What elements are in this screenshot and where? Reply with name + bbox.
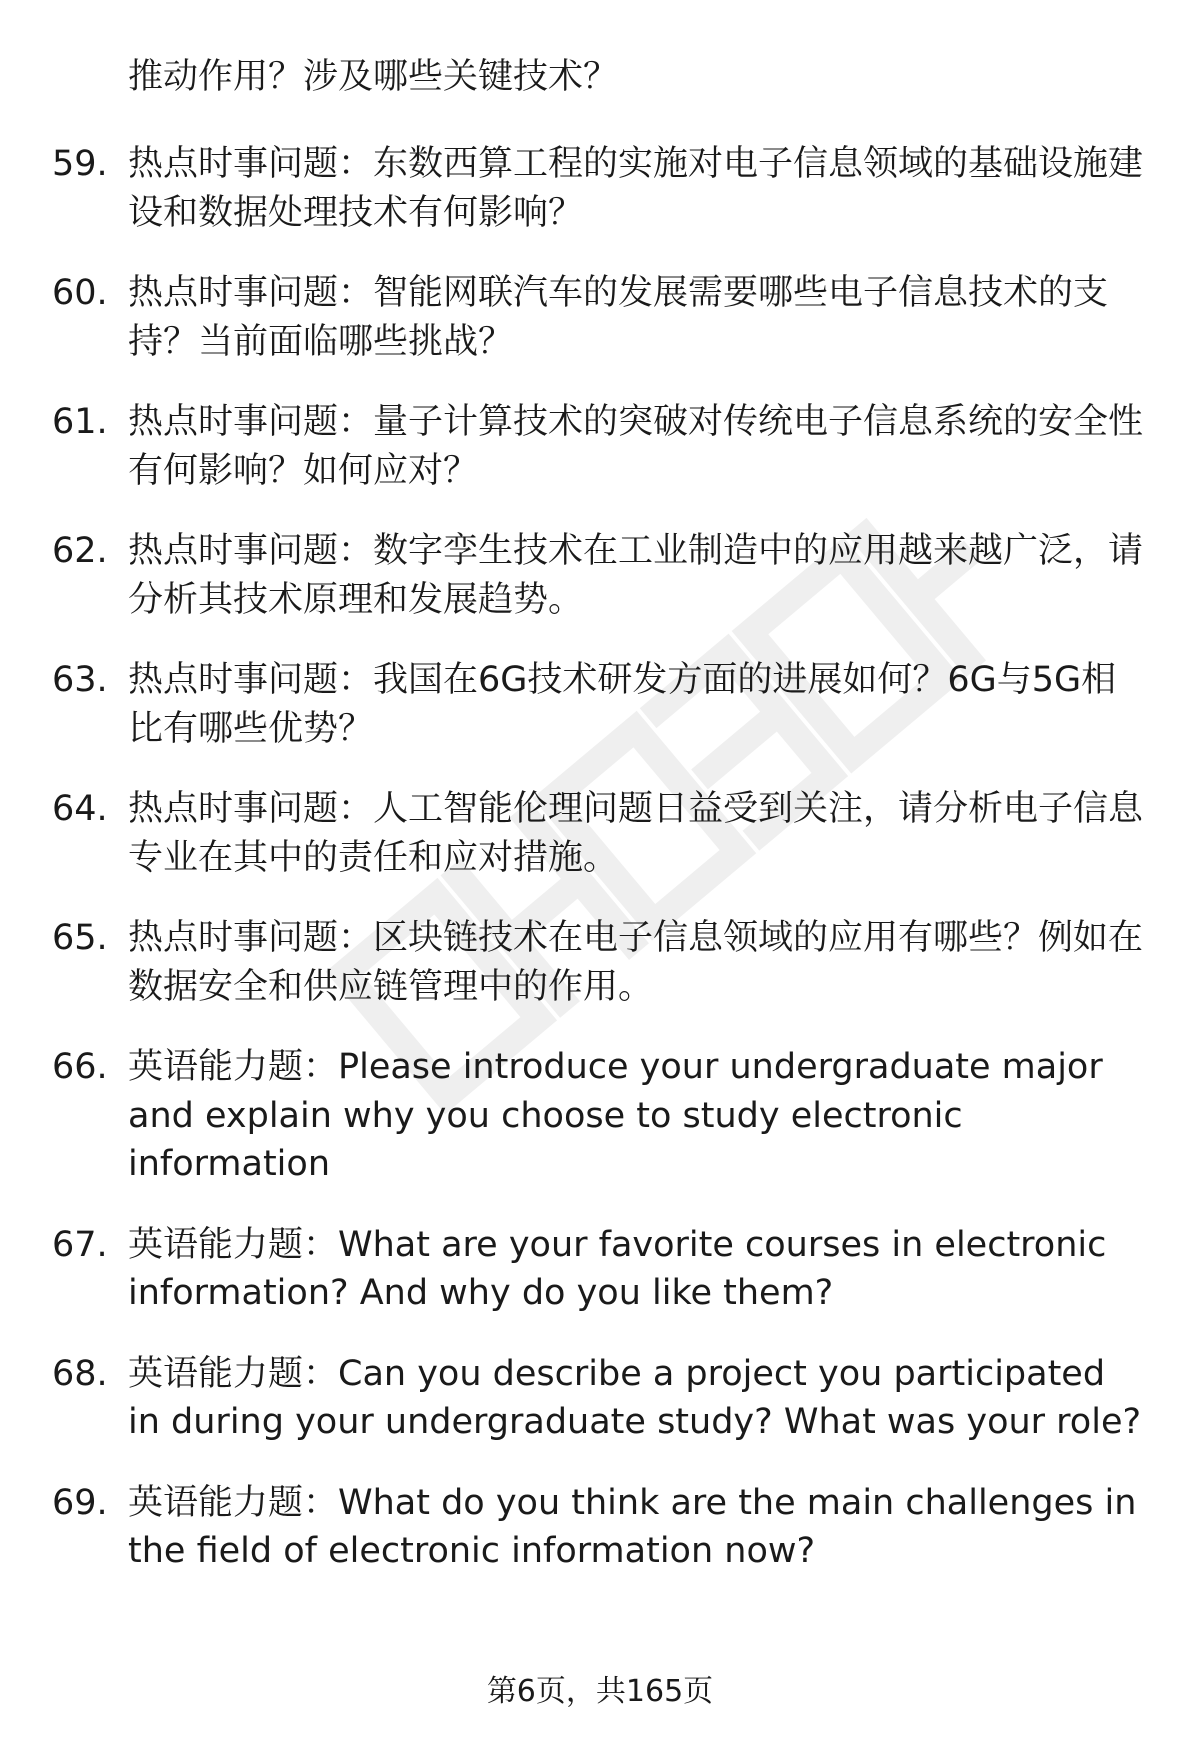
question-item-62: [0, 527, 1200, 624]
question-number: 66.: [52, 1047, 108, 1087]
question-text: 热点时事问题：智能网联汽车的发展需要哪些电子信息技术的支持？当前面临哪些挑战？: [128, 273, 1109, 362]
question-text: 热点时事问题：区块链技术在电子信息领域的应用有哪些？例如在数据安全和供应链管理中的作用。: [128, 918, 1144, 1007]
question-item-69: [0, 1479, 1200, 1576]
question-item-68: [0, 1350, 1200, 1447]
question-text: 英语能力题：Please introduce your undergraduate major and explain why you choose to study electronic information: [128, 1047, 1103, 1184]
question-text: 英语能力题：What are your favorite courses in electronic information? And why do you like them?: [128, 1224, 1107, 1313]
question-text: 热点时事问题：人工智能伦理问题日益受到关注，请分析电子信息专业在其中的责任和应对措施。: [128, 789, 1144, 878]
question-item-63: [0, 656, 1200, 753]
continuation-text: 推动作用？涉及哪些关键技术？: [128, 57, 619, 97]
page-footer: 第6页，共165页: [486, 1674, 714, 1709]
question-item-66: [0, 1043, 1200, 1189]
question-item-64: [0, 785, 1200, 882]
question-number: 64.: [52, 789, 108, 829]
question-number: 62.: [52, 531, 108, 571]
question-number: 63.: [52, 660, 108, 700]
question-number: 68.: [52, 1353, 108, 1394]
question-number: 61.: [52, 402, 108, 442]
question-item-61: [0, 398, 1200, 495]
question-item-67: [0, 1221, 1200, 1318]
question-item-65: [0, 914, 1200, 1011]
question-number: 65.: [52, 918, 108, 958]
question-number: 67.: [52, 1224, 108, 1265]
question-text: 热点时事问题：数字孪生技术在工业制造中的应用越来越广泛，请分析其技术原理和发展趋势。: [128, 531, 1144, 620]
question-number: 60.: [52, 273, 108, 313]
question-text: 英语能力题：What do you think are the main challenges in the field of electronic information now?: [128, 1482, 1137, 1571]
question-text: 热点时事问题：量子计算技术的突破对传统电子信息系统的安全性有何影响？如何应对？: [128, 402, 1144, 491]
question-text: 英语能力题：Can you describe a project you participated in during your undergraduate study? What was your role?: [128, 1353, 1142, 1442]
question-number: 69.: [52, 1482, 108, 1523]
question-item-60: [0, 269, 1200, 366]
question-item-59: [0, 140, 1200, 237]
question-list: [0, 140, 1200, 1608]
question-number: 59.: [52, 144, 108, 184]
question-text: 热点时事问题：东数西算工程的实施对电子信息领域的基础设施建设和数据处理技术有何影响？: [128, 144, 1144, 233]
question-text: 热点时事问题：我国在6G技术研发方面的进展如何？6G与5G相比有哪些优势？: [128, 660, 1117, 749]
